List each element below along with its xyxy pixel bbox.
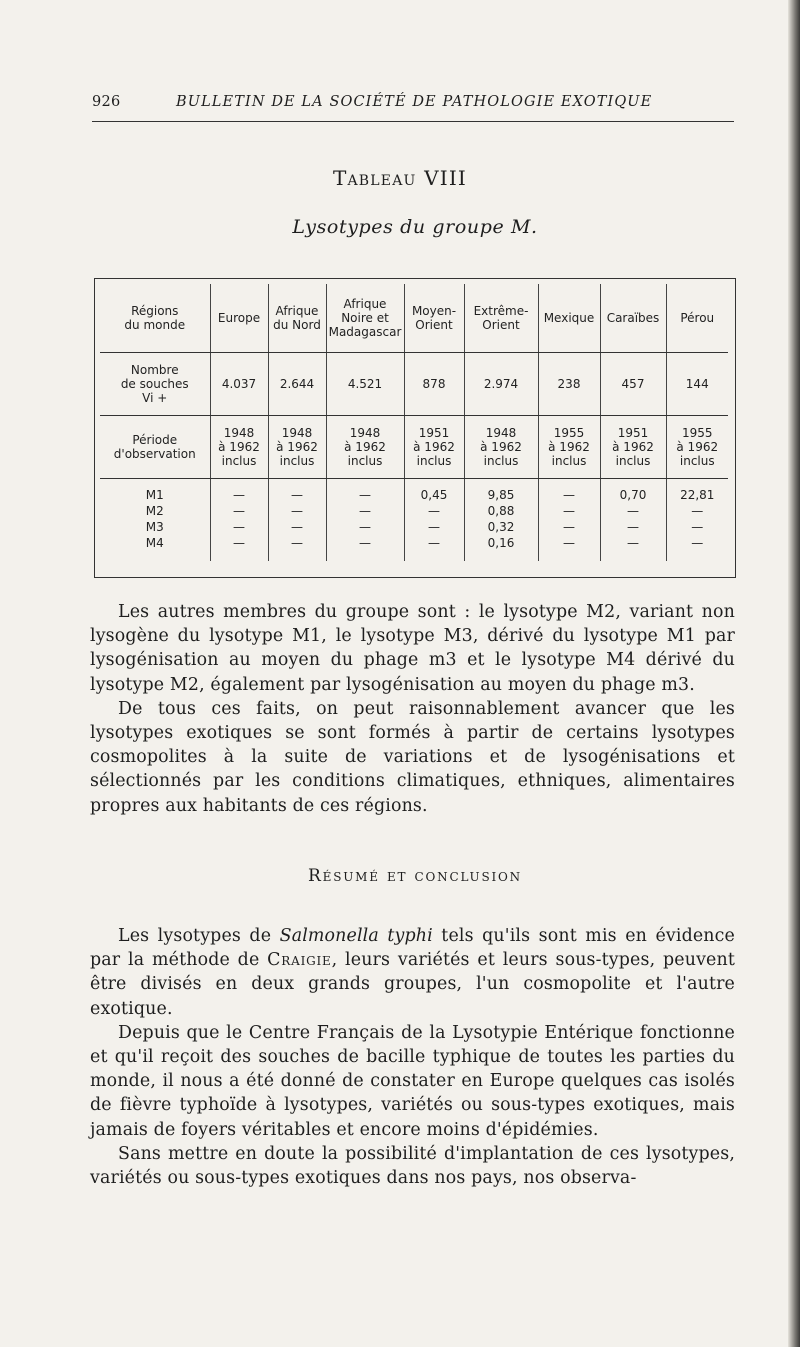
row-label-periode: Période d'observation <box>100 416 210 479</box>
header-cell-regions: Régions du monde <box>100 284 210 353</box>
row-label-lysotype: M3 <box>145 520 164 534</box>
row-label-souches: Nombre de souches Vi + <box>100 353 210 416</box>
table-cell: — <box>210 479 268 504</box>
table-cell: — <box>600 519 666 535</box>
page-edge-shadow <box>788 0 800 1347</box>
table-cell: — <box>538 519 600 535</box>
table-cell: — <box>600 535 666 561</box>
table-cell: — <box>326 535 404 561</box>
table-cell: 2.644 <box>268 353 326 416</box>
table-row-periode <box>100 416 728 479</box>
table-cell: 2.974 <box>464 353 538 416</box>
row-label-lysotype: M4 <box>145 536 164 550</box>
table-cell: — <box>404 503 464 519</box>
header-cell-afrique-nord: Afrique du Nord <box>268 284 326 353</box>
table-cell: — <box>666 519 728 535</box>
paragraph: Depuis que le Centre Français de la Lysotypie Entérique fonctionne et qu'il reçoit des souches de bacille typhique de toutes les parties du monde, il nous a été donné de constater en Europe quelques cas isolés de fièvre typhoïde à lysotypes, variétés ou sous-types exotiques, mais jamais de foyers véritables et encore moins d'épidémies. <box>90 1022 735 1140</box>
lysotype-table <box>100 284 728 561</box>
table-cell: 4.037 <box>210 353 268 416</box>
header-cell-moyen-orient: Moyen- Orient <box>404 284 464 353</box>
table-cell: — <box>210 503 268 519</box>
table-row-m3 <box>100 519 728 535</box>
conclusion-text <box>90 924 735 1190</box>
table-header-row <box>100 284 728 353</box>
table-cell: 144 <box>666 353 728 416</box>
table-cell: — <box>538 535 600 561</box>
table-cell: — <box>268 535 326 561</box>
table-cell: — <box>268 479 326 504</box>
table-cell: 1948 à 1962 inclus <box>464 416 538 479</box>
table-cell: — <box>268 519 326 535</box>
table-cell: — <box>210 519 268 535</box>
paragraph: De tous ces faits, on peut raisonnablement avancer que les lysotypes exotiques se sont formés à partir de certains lysotypes cosmopolites à la suite de variations et de lysogénisations et sélectionnés par les conditions climatiques, ethniques, alimentaires propres aux habitants de ces régions. <box>90 698 735 816</box>
header-rule <box>92 121 734 122</box>
table-cell: 22,81 <box>666 479 728 504</box>
table-cell: — <box>404 519 464 535</box>
paragraph: Les lysotypes de Salmonella typhi tels qu'ils sont mis en évidence par la méthode de Craigie, leurs variétés et leurs sous-types, peuvent être divisés en deux grands groupes, l'un cosmopolite et l'autre exotique. <box>90 926 735 1019</box>
table-cell: 0,45 <box>404 479 464 504</box>
table-cell: — <box>326 519 404 535</box>
table-cell: 0,32 <box>464 519 538 535</box>
table-cell: — <box>538 503 600 519</box>
table-cell: 238 <box>538 353 600 416</box>
table-cell: 1951 à 1962 inclus <box>404 416 464 479</box>
table-cell: — <box>666 535 728 561</box>
table-cell: — <box>326 479 404 504</box>
table-cell: — <box>326 503 404 519</box>
table-cell: 1948 à 1962 inclus <box>326 416 404 479</box>
header-cell-caraibes: Caraïbes <box>600 284 666 353</box>
species-name: Salmonella typhi <box>279 926 433 946</box>
table-row-m1 <box>100 479 728 504</box>
header-cell-europe: Europe <box>210 284 268 353</box>
page-number: 926 <box>92 94 121 110</box>
table-cell: 0,88 <box>464 503 538 519</box>
table-cell: 1955 à 1962 inclus <box>538 416 600 479</box>
table-cell: — <box>268 503 326 519</box>
header-cell-extreme-orient: Extrême- Orient <box>464 284 538 353</box>
paragraph: Les autres membres du groupe sont : le lysotype M2, variant non lysogène du lysotype M1, le lysotype M3, dérivé du lysotype M1 par lysogénisation au moyen du phage m3 et le lysotype M4 dérivé du lysotype M2, également par lysogénisation au moyen du phage m3. <box>90 602 735 695</box>
table-cell: 878 <box>404 353 464 416</box>
header-cell-afrique-noire: Afrique Noire et Madagascar <box>326 284 404 353</box>
table-cell: — <box>210 535 268 561</box>
table-cell: — <box>538 479 600 504</box>
row-label-lysotype: M1 <box>145 488 164 502</box>
table-row-souches <box>100 353 728 416</box>
table-cell: 0,16 <box>464 535 538 561</box>
row-label-lysotype: M2 <box>145 504 164 518</box>
table-cell: 1948 à 1962 inclus <box>210 416 268 479</box>
table-cell: 9,85 <box>464 479 538 504</box>
header-cell-mexique: Mexique <box>538 284 600 353</box>
author-name: Craigie <box>267 950 332 971</box>
table-cell: 1951 à 1962 inclus <box>600 416 666 479</box>
table-cell: 1955 à 1962 inclus <box>666 416 728 479</box>
table-cell: 4.521 <box>326 353 404 416</box>
table-cell: 457 <box>600 353 666 416</box>
table-cell: 1948 à 1962 inclus <box>268 416 326 479</box>
header-cell-perou: Pérou <box>666 284 728 353</box>
discussion-text <box>90 600 735 818</box>
section-heading: Résumé et conclusion <box>308 866 522 886</box>
paragraph: Sans mettre en doute la possibilité d'implantation de ces lysotypes, variétés ou sous-types exotiques dans nos pays, nos observa- <box>90 1143 735 1189</box>
table-cell: — <box>600 503 666 519</box>
table-cell: — <box>404 535 464 561</box>
journal-title: BULLETIN DE LA SOCIÉTÉ DE PATHOLOGIE EXOTIQUE <box>176 94 653 110</box>
table-cell: — <box>666 503 728 519</box>
table-row-m2 <box>100 503 728 519</box>
table-subtitle: Lysotypes du groupe M. <box>292 216 538 238</box>
table-row-m4 <box>100 535 728 561</box>
table-title: Tableau VIII <box>332 166 468 190</box>
table-cell: 0,70 <box>600 479 666 504</box>
